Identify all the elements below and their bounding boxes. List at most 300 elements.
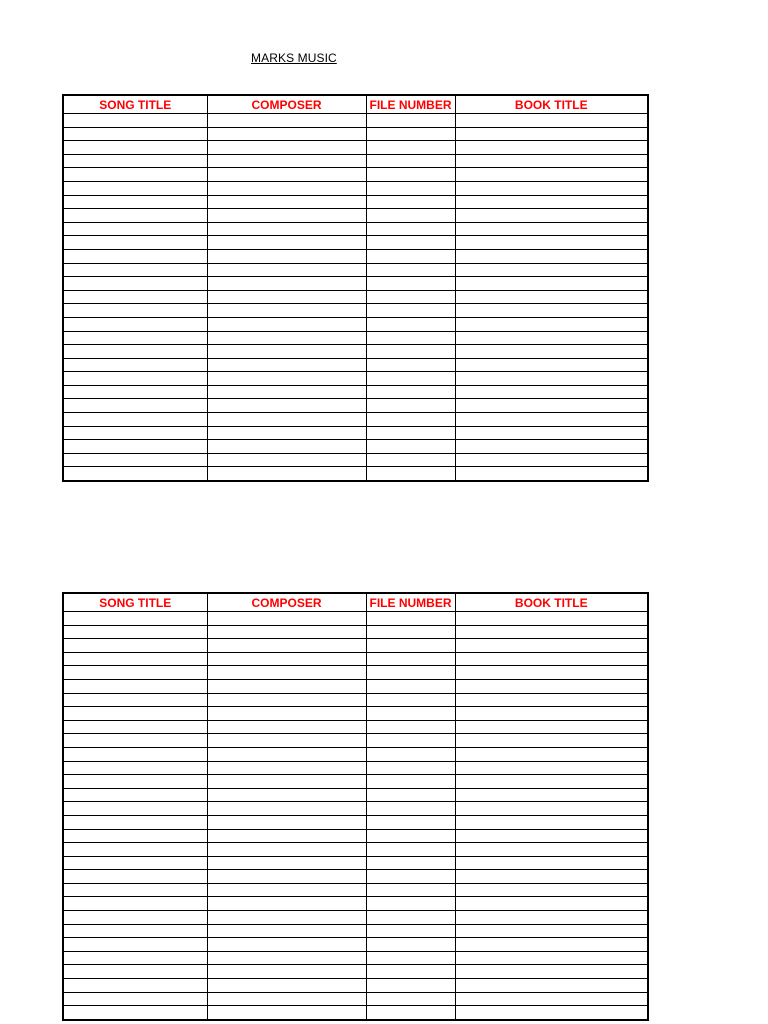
song-title-cell [63, 209, 207, 223]
song-title-cell [63, 707, 207, 721]
song-title-cell [63, 843, 207, 857]
table-row [63, 938, 648, 952]
song-title-cell [63, 114, 207, 128]
song-title-cell [63, 236, 207, 250]
table-row [63, 154, 648, 168]
composer-cell [207, 290, 366, 304]
table-row [63, 345, 648, 359]
file-number-cell [366, 843, 455, 857]
composer-cell [207, 679, 366, 693]
file-number-cell [366, 141, 455, 155]
song-table-2 [62, 592, 649, 1021]
table-row [63, 965, 648, 979]
song-title-cell [63, 883, 207, 897]
table-row [63, 639, 648, 653]
book-title-cell [455, 870, 648, 884]
file-number-cell [366, 154, 455, 168]
composer-cell [207, 775, 366, 789]
book-title-cell [455, 331, 648, 345]
table-row [63, 883, 648, 897]
table-row [63, 304, 648, 318]
song-title-cell [63, 938, 207, 952]
book-title-cell [455, 263, 648, 277]
file-number-cell [366, 911, 455, 925]
book-title-cell [455, 612, 648, 626]
book-title-cell [455, 385, 648, 399]
table-row [63, 625, 648, 639]
table-row [63, 843, 648, 857]
table-row [63, 707, 648, 721]
table-body [63, 612, 648, 1020]
composer-cell [207, 979, 366, 993]
composer-cell [207, 666, 366, 680]
table-row [63, 1006, 648, 1020]
composer-cell [207, 829, 366, 843]
table-header-row [63, 593, 648, 612]
song-title-cell [63, 168, 207, 182]
file-number-cell [366, 195, 455, 209]
book-title-cell [455, 345, 648, 359]
song-title-cell [63, 385, 207, 399]
song-title-cell [63, 127, 207, 141]
book-title-cell [455, 453, 648, 467]
song-title-cell [63, 372, 207, 386]
table-row [63, 467, 648, 481]
composer-cell [207, 788, 366, 802]
composer-cell [207, 843, 366, 857]
table-row [63, 992, 648, 1006]
composer-cell [207, 372, 366, 386]
book-title-cell [455, 154, 648, 168]
composer-cell [207, 345, 366, 359]
composer-cell [207, 815, 366, 829]
file-number-cell [366, 897, 455, 911]
composer-cell [207, 625, 366, 639]
book-title-cell [455, 652, 648, 666]
file-number-cell [366, 979, 455, 993]
book-title-cell [455, 290, 648, 304]
book-title-cell [455, 802, 648, 816]
book-title-cell [455, 965, 648, 979]
song-title-cell [63, 802, 207, 816]
composer-cell [207, 720, 366, 734]
composer-cell [207, 747, 366, 761]
table-row [63, 924, 648, 938]
table-row [63, 829, 648, 843]
table-row [63, 693, 648, 707]
song-title-cell [63, 979, 207, 993]
song-title-cell [63, 304, 207, 318]
file-number-cell [366, 788, 455, 802]
composer-cell [207, 992, 366, 1006]
book-title-cell [455, 426, 648, 440]
book-title-cell [455, 693, 648, 707]
header-file-number: FILE NUMBER [366, 95, 455, 114]
composer-cell [207, 802, 366, 816]
composer-cell [207, 249, 366, 263]
song-title-cell [63, 290, 207, 304]
composer-cell [207, 358, 366, 372]
table-row [63, 358, 648, 372]
song-title-cell [63, 317, 207, 331]
book-title-cell [455, 992, 648, 1006]
song-title-cell [63, 222, 207, 236]
song-title-cell [63, 195, 207, 209]
table-row [63, 222, 648, 236]
song-title-cell [63, 612, 207, 626]
song-title-cell [63, 639, 207, 653]
composer-cell [207, 168, 366, 182]
file-number-cell [366, 127, 455, 141]
book-title-cell [455, 829, 648, 843]
file-number-cell [366, 924, 455, 938]
composer-cell [207, 612, 366, 626]
song-title-cell [63, 856, 207, 870]
book-title-cell [455, 979, 648, 993]
table-row [63, 440, 648, 454]
file-number-cell [366, 693, 455, 707]
composer-cell [207, 938, 366, 952]
table-row [63, 951, 648, 965]
book-title-cell [455, 127, 648, 141]
book-title-cell [455, 897, 648, 911]
book-title-cell [455, 1006, 648, 1020]
composer-cell [207, 639, 366, 653]
composer-cell [207, 127, 366, 141]
book-title-cell [455, 372, 648, 386]
file-number-cell [366, 168, 455, 182]
file-number-cell [366, 1006, 455, 1020]
table-row [63, 612, 648, 626]
book-title-cell [455, 788, 648, 802]
song-title-cell [63, 775, 207, 789]
composer-cell [207, 453, 366, 467]
song-title-cell [63, 625, 207, 639]
file-number-cell [366, 870, 455, 884]
book-title-cell [455, 775, 648, 789]
book-title-cell [455, 625, 648, 639]
table-row [63, 453, 648, 467]
song-title-cell [63, 413, 207, 427]
book-title-cell [455, 141, 648, 155]
table-row [63, 413, 648, 427]
file-number-cell [366, 290, 455, 304]
composer-cell [207, 897, 366, 911]
table-row [63, 720, 648, 734]
book-title-cell [455, 304, 648, 318]
file-number-cell [366, 856, 455, 870]
file-number-cell [366, 883, 455, 897]
song-title-cell [63, 345, 207, 359]
composer-cell [207, 195, 366, 209]
file-number-cell [366, 639, 455, 653]
table-row [63, 747, 648, 761]
composer-cell [207, 426, 366, 440]
file-number-cell [366, 263, 455, 277]
composer-cell [207, 304, 366, 318]
song-table-1 [62, 94, 649, 482]
header-song-title: SONG TITLE [63, 593, 207, 612]
book-title-cell [455, 911, 648, 925]
table-row [63, 911, 648, 925]
song-title-cell [63, 747, 207, 761]
book-title-cell [455, 467, 648, 481]
book-title-cell [455, 181, 648, 195]
table-body [63, 114, 648, 482]
table-row [63, 426, 648, 440]
file-number-cell [366, 440, 455, 454]
song-title-cell [63, 358, 207, 372]
song-title-cell [63, 951, 207, 965]
song-title-cell [63, 440, 207, 454]
song-title-cell [63, 911, 207, 925]
file-number-cell [366, 345, 455, 359]
song-title-cell [63, 181, 207, 195]
file-number-cell [366, 277, 455, 291]
song-title-cell [63, 467, 207, 481]
page-title: MARKS MUSIC [251, 51, 337, 65]
song-title-cell [63, 154, 207, 168]
composer-cell [207, 693, 366, 707]
file-number-cell [366, 358, 455, 372]
composer-cell [207, 870, 366, 884]
table-row [63, 277, 648, 291]
book-title-cell [455, 168, 648, 182]
song-title-cell [63, 720, 207, 734]
composer-cell [207, 1006, 366, 1020]
book-title-cell [455, 222, 648, 236]
table-row [63, 815, 648, 829]
book-title-cell [455, 114, 648, 128]
file-number-cell [366, 679, 455, 693]
table-row [63, 761, 648, 775]
file-number-cell [366, 720, 455, 734]
file-number-cell [366, 761, 455, 775]
file-number-cell [366, 992, 455, 1006]
table-row [63, 856, 648, 870]
table-row [63, 870, 648, 884]
table-row [63, 209, 648, 223]
composer-cell [207, 385, 366, 399]
song-title-cell [63, 992, 207, 1006]
table-row [63, 775, 648, 789]
table-row [63, 290, 648, 304]
book-title-cell [455, 440, 648, 454]
song-title-cell [63, 829, 207, 843]
composer-cell [207, 317, 366, 331]
book-title-cell [455, 195, 648, 209]
file-number-cell [366, 236, 455, 250]
table-header-row [63, 95, 648, 114]
file-number-cell [366, 209, 455, 223]
composer-cell [207, 114, 366, 128]
book-title-cell [455, 883, 648, 897]
file-number-cell [366, 802, 455, 816]
file-number-cell [366, 304, 455, 318]
file-number-cell [366, 707, 455, 721]
book-title-cell [455, 924, 648, 938]
song-title-cell [63, 652, 207, 666]
book-title-cell [455, 747, 648, 761]
song-title-cell [63, 426, 207, 440]
song-title-cell [63, 761, 207, 775]
composer-cell [207, 911, 366, 925]
book-title-cell [455, 277, 648, 291]
table-row [63, 652, 648, 666]
table-row [63, 385, 648, 399]
book-title-cell [455, 413, 648, 427]
header-song-title: SONG TITLE [63, 95, 207, 114]
composer-cell [207, 707, 366, 721]
file-number-cell [366, 652, 455, 666]
header-composer: COMPOSER [207, 593, 366, 612]
book-title-cell [455, 938, 648, 952]
song-title-cell [63, 734, 207, 748]
file-number-cell [366, 666, 455, 680]
book-title-cell [455, 734, 648, 748]
file-number-cell [366, 372, 455, 386]
book-title-cell [455, 679, 648, 693]
song-title-cell [63, 965, 207, 979]
file-number-cell [366, 775, 455, 789]
song-title-cell [63, 277, 207, 291]
file-number-cell [366, 951, 455, 965]
table-row [63, 317, 648, 331]
file-number-cell [366, 815, 455, 829]
book-title-cell [455, 843, 648, 857]
song-title-cell [63, 263, 207, 277]
table-row [63, 181, 648, 195]
composer-cell [207, 399, 366, 413]
table-row [63, 114, 648, 128]
table-row [63, 331, 648, 345]
table-row [63, 168, 648, 182]
song-title-cell [63, 679, 207, 693]
table-row [63, 666, 648, 680]
table-row [63, 195, 648, 209]
song-title-cell [63, 331, 207, 345]
book-title-cell [455, 249, 648, 263]
composer-cell [207, 440, 366, 454]
file-number-cell [366, 399, 455, 413]
book-title-cell [455, 666, 648, 680]
header-book-title: BOOK TITLE [455, 95, 648, 114]
table-row [63, 399, 648, 413]
header-composer: COMPOSER [207, 95, 366, 114]
book-title-cell [455, 358, 648, 372]
book-title-cell [455, 399, 648, 413]
table-row [63, 372, 648, 386]
file-number-cell [366, 829, 455, 843]
composer-cell [207, 141, 366, 155]
book-title-cell [455, 761, 648, 775]
table-row [63, 979, 648, 993]
composer-cell [207, 209, 366, 223]
file-number-cell [366, 249, 455, 263]
composer-cell [207, 263, 366, 277]
header-book-title: BOOK TITLE [455, 593, 648, 612]
composer-cell [207, 467, 366, 481]
file-number-cell [366, 938, 455, 952]
file-number-cell [366, 114, 455, 128]
song-title-cell [63, 693, 207, 707]
composer-cell [207, 734, 366, 748]
composer-cell [207, 652, 366, 666]
file-number-cell [366, 385, 455, 399]
composer-cell [207, 856, 366, 870]
composer-cell [207, 965, 366, 979]
composer-cell [207, 413, 366, 427]
book-title-cell [455, 815, 648, 829]
file-number-cell [366, 317, 455, 331]
file-number-cell [366, 331, 455, 345]
song-title-cell [63, 1006, 207, 1020]
table-row [63, 127, 648, 141]
table-row [63, 249, 648, 263]
composer-cell [207, 277, 366, 291]
composer-cell [207, 222, 366, 236]
book-title-cell [455, 720, 648, 734]
table-row [63, 897, 648, 911]
table-row [63, 263, 648, 277]
song-title-cell [63, 666, 207, 680]
composer-cell [207, 761, 366, 775]
table-row [63, 236, 648, 250]
file-number-cell [366, 612, 455, 626]
file-number-cell [366, 222, 455, 236]
table-row [63, 802, 648, 816]
file-number-cell [366, 413, 455, 427]
file-number-cell [366, 467, 455, 481]
file-number-cell [366, 426, 455, 440]
song-title-cell [63, 870, 207, 884]
file-number-cell [366, 181, 455, 195]
song-title-cell [63, 788, 207, 802]
book-title-cell [455, 236, 648, 250]
song-title-cell [63, 453, 207, 467]
song-title-cell [63, 897, 207, 911]
composer-cell [207, 236, 366, 250]
composer-cell [207, 331, 366, 345]
file-number-cell [366, 453, 455, 467]
file-number-cell [366, 734, 455, 748]
book-title-cell [455, 639, 648, 653]
composer-cell [207, 181, 366, 195]
song-title-cell [63, 141, 207, 155]
table-row [63, 679, 648, 693]
table-row [63, 788, 648, 802]
file-number-cell [366, 965, 455, 979]
book-title-cell [455, 707, 648, 721]
song-title-cell [63, 249, 207, 263]
composer-cell [207, 924, 366, 938]
file-number-cell [366, 625, 455, 639]
table-row [63, 734, 648, 748]
book-title-cell [455, 856, 648, 870]
song-title-cell [63, 399, 207, 413]
composer-cell [207, 883, 366, 897]
composer-cell [207, 154, 366, 168]
book-title-cell [455, 951, 648, 965]
book-title-cell [455, 209, 648, 223]
song-title-cell [63, 924, 207, 938]
header-file-number: FILE NUMBER [366, 593, 455, 612]
file-number-cell [366, 747, 455, 761]
table-row [63, 141, 648, 155]
song-title-cell [63, 815, 207, 829]
composer-cell [207, 951, 366, 965]
book-title-cell [455, 317, 648, 331]
